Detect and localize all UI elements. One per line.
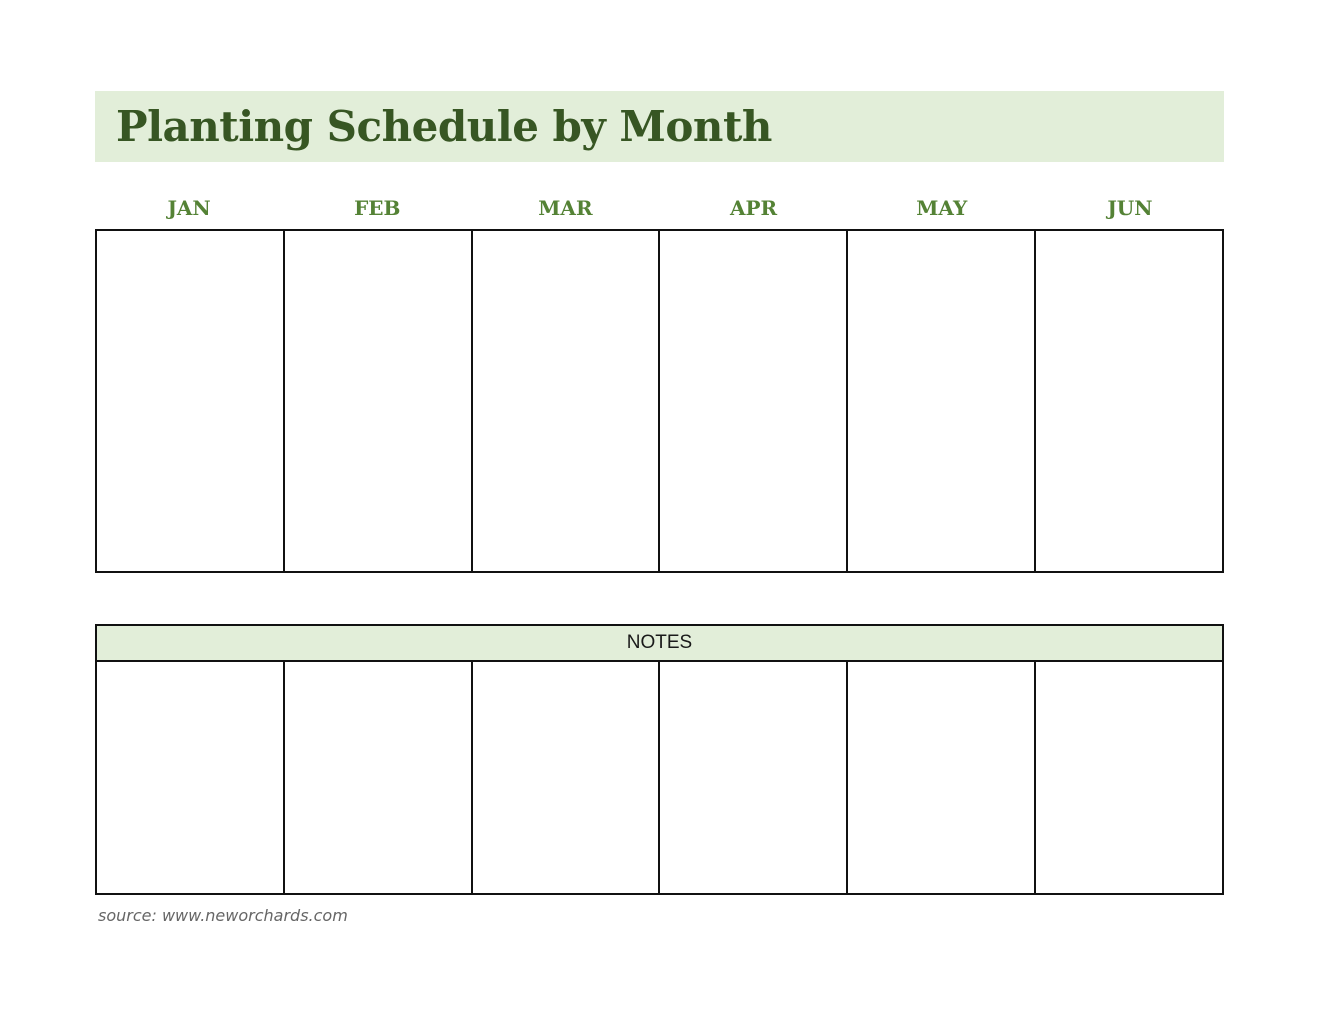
notes-cell-mar[interactable] xyxy=(473,662,661,893)
notes-grid xyxy=(95,660,1224,895)
source-credit: source: www.neworchards.com xyxy=(98,906,348,925)
month-header-row xyxy=(95,193,1224,223)
notes-header: NOTES xyxy=(95,624,1224,662)
page-title: Planting Schedule by Month xyxy=(116,102,772,151)
month-label-apr: APR xyxy=(730,196,778,220)
notes-cell-jun[interactable] xyxy=(1036,662,1222,893)
month-label-jan: JAN xyxy=(167,196,211,220)
notes-cell-jan[interactable] xyxy=(97,662,285,893)
schedule-cell-jun[interactable] xyxy=(1036,231,1222,571)
schedule-grid xyxy=(95,229,1224,573)
schedule-cell-may[interactable] xyxy=(848,231,1036,571)
month-label-mar: MAR xyxy=(538,196,593,220)
title-band xyxy=(95,91,1224,162)
month-label-jun: JUN xyxy=(1107,196,1153,220)
notes-cell-feb[interactable] xyxy=(285,662,473,893)
schedule-cell-feb[interactable] xyxy=(285,231,473,571)
month-label-feb: FEB xyxy=(354,196,401,220)
schedule-cell-jan[interactable] xyxy=(97,231,285,571)
month-label-may: MAY xyxy=(916,196,968,220)
schedule-cell-mar[interactable] xyxy=(473,231,661,571)
notes-cell-may[interactable] xyxy=(848,662,1036,893)
notes-cell-apr[interactable] xyxy=(660,662,848,893)
schedule-cell-apr[interactable] xyxy=(660,231,848,571)
